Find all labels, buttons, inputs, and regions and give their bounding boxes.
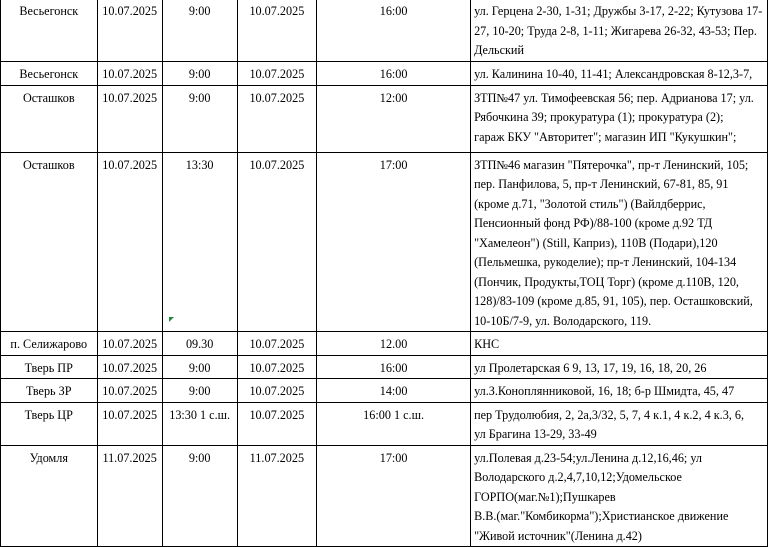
settlement-cell: Тверь ПР [1,355,98,379]
address-cell: ул. Герцена 2-30, 1-31; Дружбы 3-17, 2-22; Кутузова 17- 27, 10-20; Труда 2-8, 1-11; Жигарева 26-32, 43-53; Пер. Дельский [471,0,768,62]
start-date-cell: 10.07.2025 [97,152,162,332]
settlement-cell: Удомля [1,445,98,547]
address-cell: КНС [471,332,768,356]
table-row [1,332,768,356]
table-row [1,445,768,547]
start-date-cell: 10.07.2025 [97,62,162,86]
start-time-cell: 9:00 [162,62,237,86]
end-time-cell: 16:00 [317,62,471,86]
end-date-cell: 10.07.2025 [237,355,317,379]
address-cell: ул.Полевая д.23-54;ул.Ленина д.12,16,46; ул Володарского д.2,4,7,10,12;Удомельское ГОРПО(маг.№1);Пушкарев В.В.(маг."Комбикорма");Христианское движение "Живой источник"(Ленина д.42) [471,445,768,547]
end-time-cell: 17:00 [317,445,471,547]
comment-marker [169,317,174,322]
settlement-cell: Тверь ЗР [1,379,98,403]
start-date-cell: 10.07.2025 [97,355,162,379]
start-date-cell: 10.07.2025 [97,379,162,403]
settlement-cell: Весьегонск [1,0,98,62]
table-row [1,379,768,403]
end-time-cell: 12.00 [317,332,471,356]
start-time-cell: 9:00 [162,379,237,403]
end-date-cell: 10.07.2025 [237,379,317,403]
address-cell: ул Пролетарская 6 9, 13, 17, 19, 16, 18, 20, 26 [471,355,768,379]
settlement-cell: Тверь ЦР [1,402,98,445]
table-row [1,152,768,332]
table-row [1,85,768,152]
address-cell: пер Трудолюбия, 2, 2а,3/32, 5, 7, 4 к.1, 4 к.2, 4 к.3, 6, ул Брагина 13-29, 33-49 [471,402,768,445]
address-cell: ЗТП№47 ул. Тимофеевская 56; пер. Адрианова 17; ул. Рябочкина 39; прокуратура (1); прокуратура (2); гараж БКУ "Авторитет"; магазин ИП "Кукушкин"; [471,85,768,152]
end-date-cell: 10.07.2025 [237,85,317,152]
end-time-cell: 14:00 [317,379,471,403]
table-row [1,62,768,86]
address-cell: ул. Калинина 10-40, 11-41; Александровская 8-12,3-7, [471,62,768,86]
table-body [1,0,768,547]
start-date-cell: 11.07.2025 [97,445,162,547]
start-date-cell: 10.07.2025 [97,0,162,62]
start-time-cell: 13:30 [162,152,237,332]
start-time-cell: 9:00 [162,85,237,152]
table-row [1,402,768,445]
end-date-cell: 11.07.2025 [237,445,317,547]
settlement-cell: Весьегонск [1,62,98,86]
address-cell: ул.З.Коноплянниковой, 16, 18; б-р Шмидта, 45, 47 [471,379,768,403]
end-time-cell: 16:00 [317,0,471,62]
end-time-cell: 16:00 1 с.ш. [317,402,471,445]
end-date-cell: 10.07.2025 [237,152,317,332]
start-date-cell: 10.07.2025 [97,85,162,152]
start-time-cell: 9:00 [162,445,237,547]
end-date-cell: 10.07.2025 [237,0,317,62]
end-time-cell: 16:00 [317,355,471,379]
start-time-cell: 9:00 [162,0,237,62]
start-time-cell: 9:00 [162,355,237,379]
settlement-cell: Осташков [1,85,98,152]
start-date-cell: 10.07.2025 [97,402,162,445]
end-time-cell: 17:00 [317,152,471,332]
start-time-cell: 13:30 1 с.ш. [162,402,237,445]
end-date-cell: 10.07.2025 [237,62,317,86]
start-time-cell: 09.30 [162,332,237,356]
settlement-cell: Осташков [1,152,98,332]
end-time-cell: 12:00 [317,85,471,152]
settlement-cell: п. Селижарово [1,332,98,356]
end-date-cell: 10.07.2025 [237,402,317,445]
address-cell: ЗТП№46 магазин "Пятерочка", пр-т Ленинский, 105; пер. Панфилова, 5, пр-т Ленинский, 67-81, 85, 91 (кроме д.71, "Золотой стиль") (Вайлдберрис, Пенсионный фонд РФ)/88-100 (кроме д.92 ТД "Хамелеон") (Still, Каприз), 110В (Подари),120 (Пельмешка, рукоделие); пр-т Ленинский, 104-134 (Пончик, Продукты,ТОЦ Торг) (кроме д.110В, 120, 128)/83-109 (кроме д.85, 91, 105), пер. Осташковский, 10-10Б/7-9, ул. Володарского, 119. [471,152,768,332]
start-date-cell: 10.07.2025 [97,332,162,356]
end-date-cell: 10.07.2025 [237,332,317,356]
table-row [1,355,768,379]
table-row [1,0,768,62]
